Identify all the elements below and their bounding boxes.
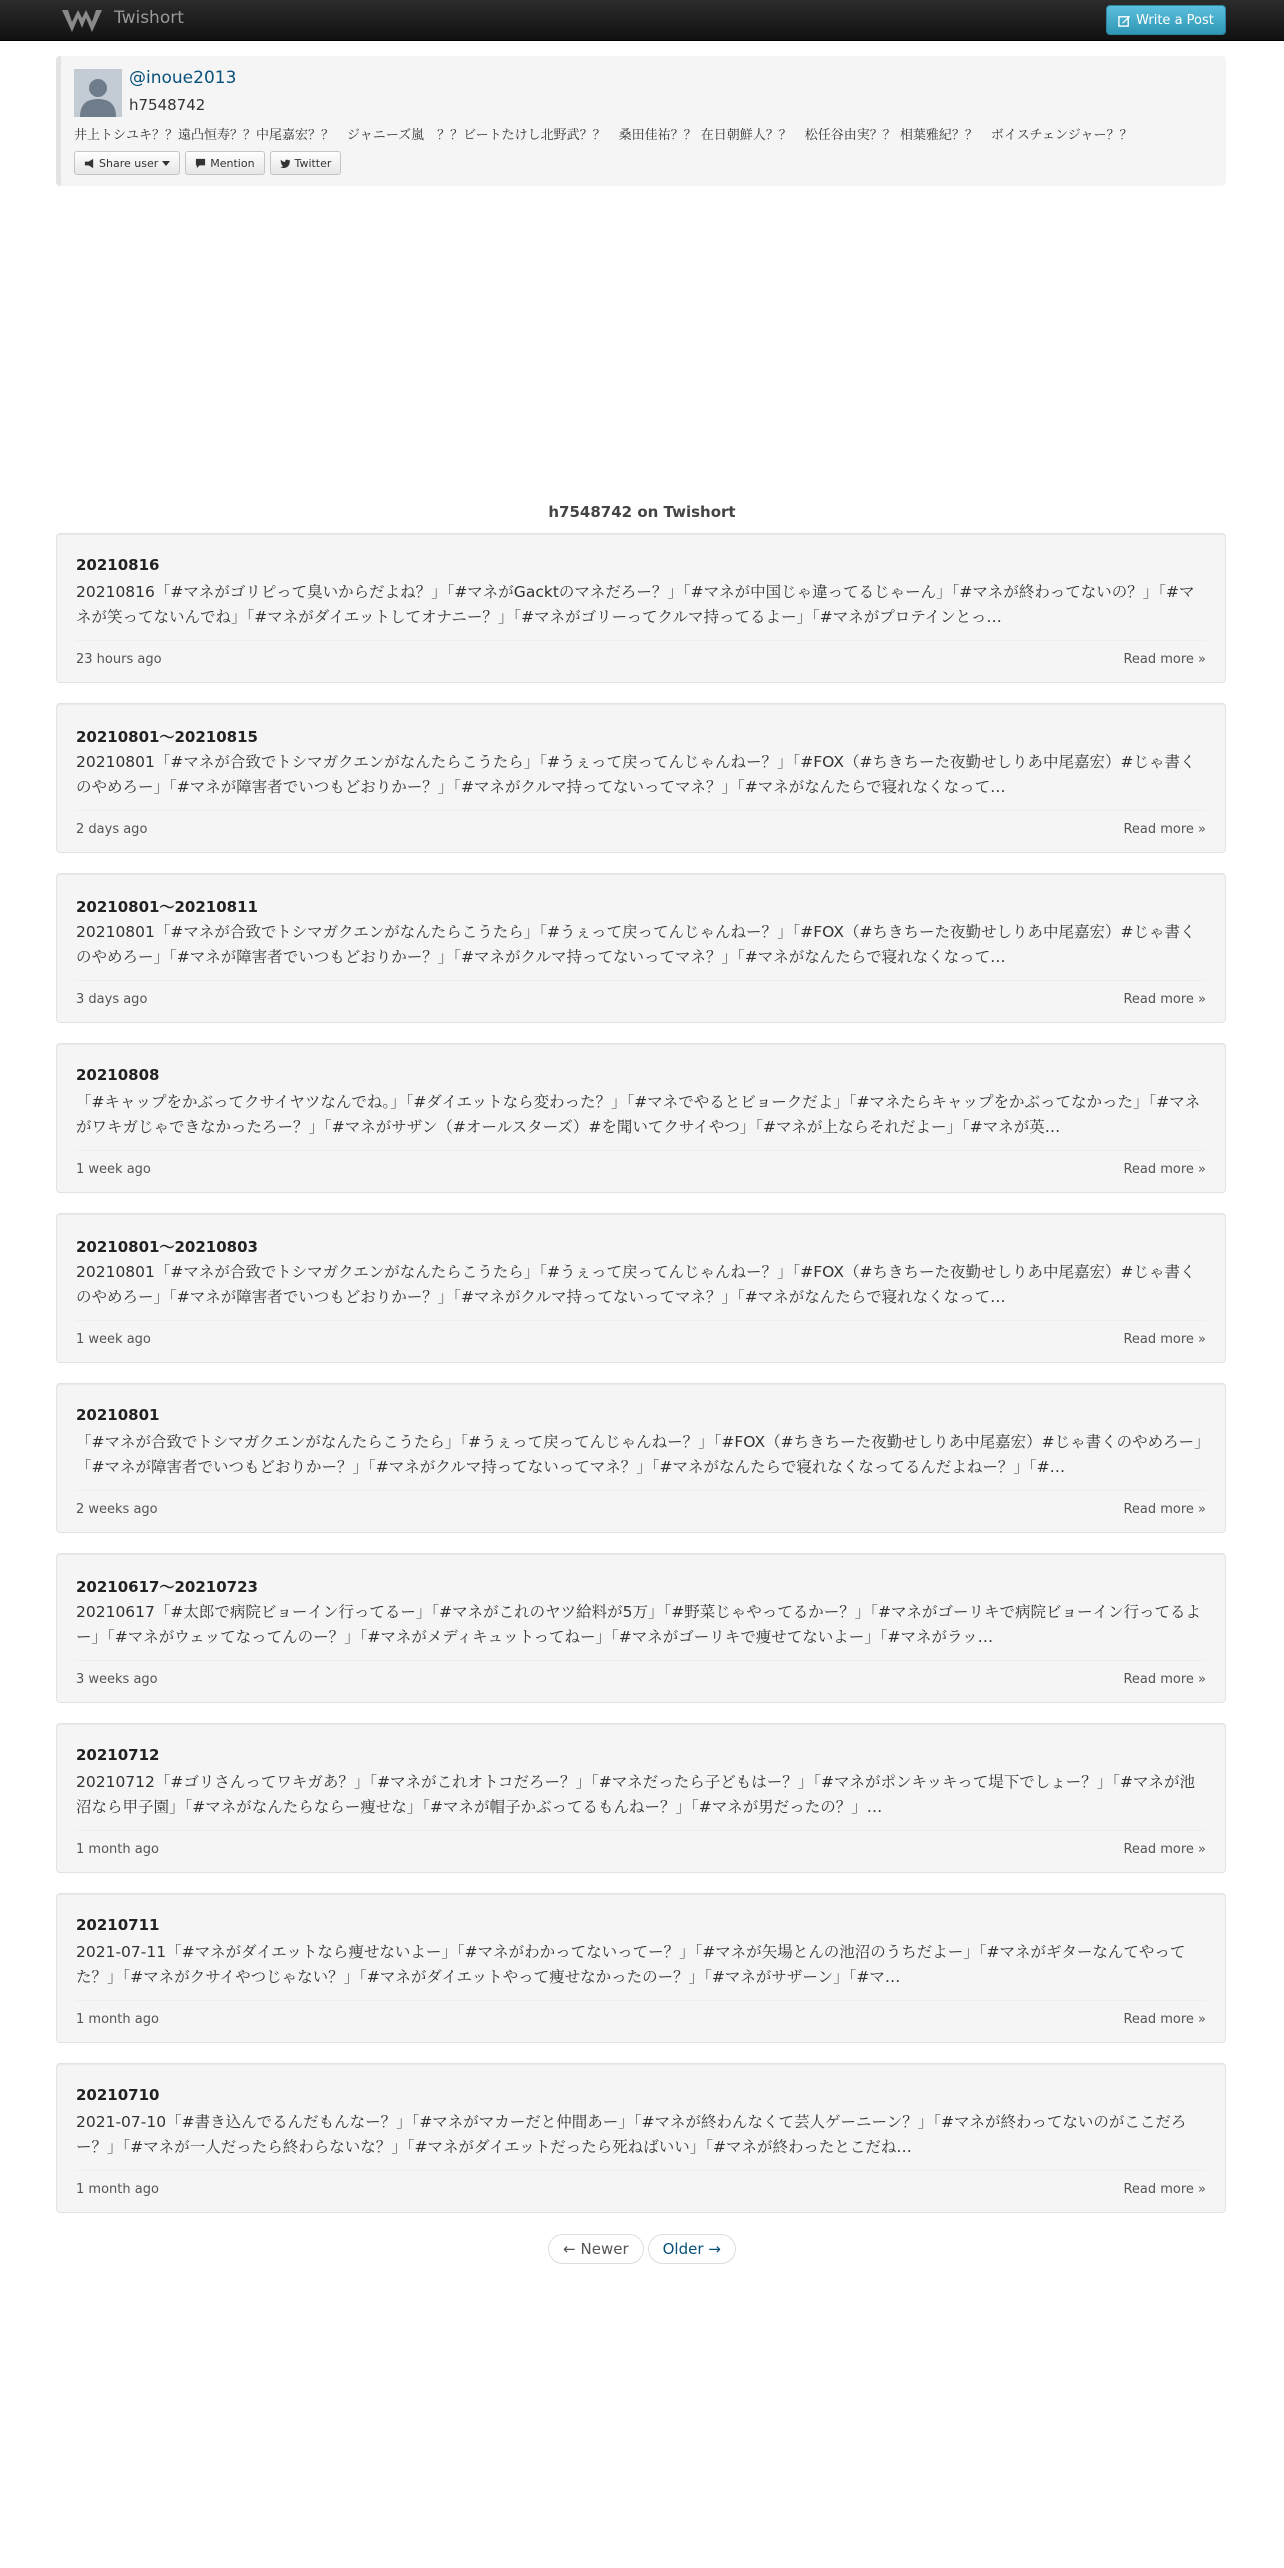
post-card	[56, 1553, 1226, 1703]
read-more-link[interactable]: Read more »	[1123, 1332, 1206, 1347]
avatar[interactable]	[74, 69, 122, 117]
share-user-button[interactable]	[74, 151, 180, 175]
post-time[interactable]: 3 weeks ago	[76, 1672, 158, 1687]
post-title[interactable]: 20210711	[76, 1916, 160, 1934]
post-divider	[76, 2170, 1206, 2171]
post-time[interactable]: 23 hours ago	[76, 652, 162, 667]
post-excerpt: 20210617「#太郎で病院ビョーイン行ってるー」「#マネがこれのヤツ給料が5万」「#野菜じゃやってるかー？」「#マネがゴーリキで病院ビョーイン行ってるよー」「#マネがウェッてなってんのー？」「#マネがメディキュットってねー」「#マネがゴーリキで痩せてないよー」「#マネがラッ…	[76, 1603, 1201, 1646]
post-time[interactable]: 2 weeks ago	[76, 1502, 158, 1517]
write-post-label: Write a Post	[1136, 12, 1214, 28]
post-divider	[76, 980, 1206, 981]
post-excerpt: 「#マネが合致でトシマガクエンがなんたらこうたら」「#うぇって戻ってんじゃんねー？」「#FOX（#ちきちーた夜勤せしりあ中尾嘉宏）#じゃ書くのやめろー」「#マネが障害者でいつもどおりかー？」「#マネがクルマ持ってないってマネ？」「#マネがなんたらで寝れなくなってるんだよねー？」「#…	[76, 1433, 1202, 1476]
post-time[interactable]: 1 month ago	[76, 2012, 159, 2027]
post-excerpt: 20210816「#マネがゴリピって臭いからだよね？」「#マネがGacktのマネだろー？」「#マネが中国じゃ違ってるじゃーん」「#マネが終わってないの？」「#マネが笑ってないんでね」「#マネがダイエットしてオナニー？」「#マネがゴリーってクルマ持ってるよー」「#マネがプロテインとっ…	[76, 583, 1195, 626]
twishort-logo-icon[interactable]	[58, 4, 106, 36]
post-divider	[76, 1830, 1206, 1831]
profile-user-id: h7548742	[129, 96, 206, 114]
post-time[interactable]: 2 days ago	[76, 822, 148, 837]
post-time[interactable]: 1 month ago	[76, 1842, 159, 1857]
read-more-link[interactable]: Read more »	[1123, 1842, 1206, 1857]
read-more-link[interactable]: Read more »	[1123, 1162, 1206, 1177]
post-divider	[76, 1490, 1206, 1491]
read-more-link[interactable]: Read more »	[1123, 1672, 1206, 1687]
twitter-bird-icon	[280, 158, 291, 169]
mention-label: Mention	[210, 156, 255, 170]
profile-actions	[74, 151, 341, 175]
read-more-link[interactable]: Read more »	[1123, 992, 1206, 1007]
post-divider	[76, 2000, 1206, 2001]
section-title: h7548742 on Twishort	[548, 503, 736, 521]
post-card	[56, 1213, 1226, 1363]
post-title[interactable]: 20210801～20210811	[76, 898, 258, 916]
default-avatar-icon	[74, 69, 122, 117]
post-title[interactable]: 20210801～20210803	[76, 1238, 258, 1256]
top-navbar	[0, 0, 1284, 41]
post-title[interactable]: 20210617～20210723	[76, 1578, 258, 1596]
post-excerpt: 20210801「#マネが合致でトシマガクエンがなんたらこうたら」「#うぇって戻ってんじゃんねー？」「#FOX（#ちきちーた夜勤せしりあ中尾嘉宏）#じゃ書くのやめろー」「#マネが障害者でいつもどおりかー？」「#マネがクルマ持ってないってマネ？」「#マネがなんたらで寝れなくなって…	[76, 923, 1196, 966]
post-time[interactable]: 1 month ago	[76, 2182, 159, 2197]
post-excerpt: 20210712「#ゴリさんってワキガあ？」「#マネがこれオトコだろー？」「#マネだったら子どもはー？」「#マネがポンキッキって堤下でしょー？」「#マネが池沼なら甲子園」「#マネがなんたらならー痩せな」「#マネが帽子かぶってるもんねー？」「#マネが男だったの？」…	[76, 1773, 1195, 1816]
post-card	[56, 2063, 1226, 2213]
pagination	[0, 2234, 1284, 2264]
write-post-button[interactable]	[1106, 5, 1226, 35]
post-divider	[76, 1660, 1206, 1661]
read-more-link[interactable]: Read more »	[1123, 2012, 1206, 2027]
megaphone-icon	[84, 158, 95, 169]
post-title[interactable]: 20210710	[76, 2086, 160, 2104]
post-title[interactable]: 20210816	[76, 556, 160, 574]
post-divider	[76, 1150, 1206, 1151]
post-excerpt: 20210801「#マネが合致でトシマガクエンがなんたらこうたら」「#うぇって戻ってんじゃんねー？」「#FOX（#ちきちーた夜勤せしりあ中尾嘉宏）#じゃ書くのやめろー」「#マネが障害者でいつもどおりかー？」「#マネがクルマ持ってないってマネ？」「#マネがなんたらで寝れなくなって…	[76, 753, 1196, 796]
caret-down-icon	[162, 159, 170, 167]
read-more-link[interactable]: Read more »	[1123, 652, 1206, 667]
twitter-button[interactable]	[270, 151, 342, 175]
post-title[interactable]: 20210801～20210815	[76, 728, 258, 746]
post-time[interactable]: 3 days ago	[76, 992, 148, 1007]
post-card	[56, 1893, 1226, 2043]
post-card	[56, 533, 1226, 683]
post-card	[56, 1723, 1226, 1873]
read-more-link[interactable]: Read more »	[1123, 1502, 1206, 1517]
profile-handle-link[interactable]: @inoue2013	[129, 68, 237, 88]
post-divider	[76, 810, 1206, 811]
comment-icon	[195, 158, 206, 169]
post-card	[56, 873, 1226, 1023]
post-time[interactable]: 1 week ago	[76, 1162, 151, 1177]
post-title[interactable]: 20210712	[76, 1746, 160, 1764]
profile-bio: 井上トシユキ？？遠凸恒寿？？中尾嘉宏？？ ジャニーズ嵐 ？？ビートたけし北野武？？ 桑田佳祐？？ 在日朝鮮人？？ 松任谷由実？？ 相葉雅紀？？ ボイスチェンジャー？？	[74, 128, 1133, 143]
post-excerpt: 20210801「#マネが合致でトシマガクエンがなんたらこうたら」「#うぇって戻ってんじゃんねー？」「#FOX（#ちきちーた夜勤せしりあ中尾嘉宏）#じゃ書くのやめろー」「#マネが障害者でいつもどおりかー？」「#マネがクルマ持ってないってマネ？」「#マネがなんたらで寝れなくなって…	[76, 1263, 1196, 1306]
twitter-label: Twitter	[294, 156, 332, 170]
newer-page-button[interactable]: ← Newer	[548, 2234, 643, 2264]
post-divider	[76, 1320, 1206, 1321]
older-page-button[interactable]: Older →	[648, 2234, 736, 2264]
read-more-link[interactable]: Read more »	[1123, 822, 1206, 837]
post-title[interactable]: 20210808	[76, 1066, 160, 1084]
brand-name[interactable]: Twishort	[114, 8, 184, 28]
post-excerpt: 2021-07-11「#マネがダイエットなら痩せないよー」「#マネがわかってないってー？」「#マネが矢場とんの池沼のうちだよー」「#マネがギターなんてやってた？」「#マネがクサイやつじゃない？」「#マネがダイエットやって痩せなかったのー？」「#マネがサザーン」「#マ…	[76, 1943, 1186, 1986]
post-card	[56, 703, 1226, 853]
mention-button[interactable]	[185, 151, 264, 175]
post-excerpt: 2021-07-10「#書き込んでるんだもんなー？」「#マネがマカーだと仲間あー」「#マネが終わんなくて芸人ゲーニーン？」「#マネが終わってないのがここだろー？」「#マネが一人だったら終わらないな？」「#マネがダイエットだったら死ねばいい」「#マネが終わったとこだね…	[76, 2113, 1187, 2156]
post-time[interactable]: 1 week ago	[76, 1332, 151, 1347]
profile-handle	[129, 68, 236, 88]
post-excerpt: 「#キャップをかぶってクサイヤツなんでね。」「#ダイエットなら変わった？」「#マネでやるとビョークだよ」「#マネたらキャップをかぶってなかった」「#マネがワキガじゃできなかったろー？」「#マネがサザン（#オールスターズ）#を聞いてクサイやつ」「#マネが上ならそれだよー」「#マネが英…	[76, 1093, 1201, 1136]
post-title[interactable]: 20210801	[76, 1406, 160, 1424]
edit-icon	[1118, 14, 1131, 27]
read-more-link[interactable]: Read more »	[1123, 2182, 1206, 2197]
post-divider	[76, 640, 1206, 641]
share-user-label: Share user	[99, 156, 159, 170]
post-card	[56, 1383, 1226, 1533]
user-profile-card	[56, 56, 1226, 186]
post-card	[56, 1043, 1226, 1193]
